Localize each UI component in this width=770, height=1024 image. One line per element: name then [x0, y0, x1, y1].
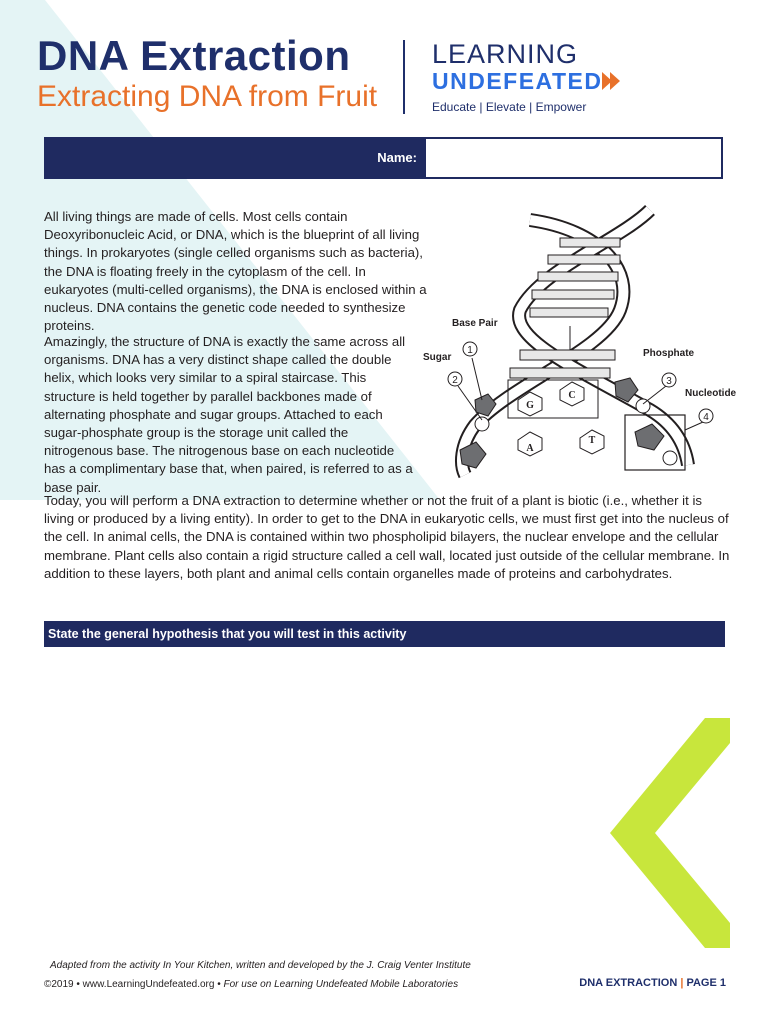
footer-credit: Adapted from the activity In Your Kitchen, written and developed by the J. Craig Venter Institute	[50, 960, 471, 971]
page-section: DNA EXTRACTION	[579, 977, 678, 989]
name-bar	[44, 137, 723, 179]
marker-2	[448, 372, 462, 386]
intro-paragraph-2: Amazingly, the structure of DNA is exactly the same across all organisms. DNA has a very distinct shape called the double helix, which looks very similar to a spiral staircase. This structure is held together by parallel backbones made of alternating phosphate and sugar groups. Attached to each sugar-phosphate group is the storage unit called the nitrogenous base. The nitrogenous base on each nucleotide has a complimentary base that, when paired, is referred to as a base pair.	[44, 334, 413, 495]
svg-text:2: 2	[452, 375, 458, 386]
header-divider	[403, 40, 405, 114]
name-label: Name:	[377, 150, 417, 165]
logo-line2: UNDEFEATED	[432, 68, 603, 94]
base-t: T	[588, 435, 596, 446]
page-separator: |	[677, 977, 687, 989]
page-subtitle: Extracting DNA from Fruit	[37, 80, 378, 113]
intro-paragraph-1: All living things are made of cells. Most cells contain Deoxyribonucleic Acid, or DNA, which is the blueprint of all living things. In prokaryotes (single celled organisms such as bacteria), the DNA is floating freely in the cytoplasm of the cell. In eukaryotes (multi-celled organisms), the DNA is enclosed within a nucleus. DNA contains the genetic code needed to synthesize proteins.	[44, 209, 427, 334]
page-title: DNA Extraction	[37, 32, 351, 79]
label-sugar: Sugar	[423, 352, 452, 363]
hypothesis-label: State the general hypothesis that you will test in this activity	[48, 627, 407, 641]
marker-4	[699, 409, 713, 423]
intro-paragraph-3: Today, you will perform a DNA extraction to determine whether or not the fruit of a plant is biotic (i.e., whether it is living or produced by a living entity). In order to get to the DNA in eukaryotic cells, we must first get into the nucleus of the cell. In animal cells, the DNA is contained within two phospholipid bilayers, the nuclear envelope and the cellular membrane. Plant cells also contain a rigid structure called a cell wall, located just outside of the cellular membrane. In addition to these layers, both plant and animal cells contain organelles made of proteins and carbohydrates.	[44, 493, 730, 581]
marker-3	[662, 373, 676, 387]
base-c: C	[568, 390, 576, 401]
double-arrow-icon	[604, 72, 620, 90]
learning-undefeated-logo	[432, 40, 620, 114]
copyright-text: ©2019 • www.LearningUndefeated.org •	[44, 979, 224, 990]
svg-text:4: 4	[703, 412, 709, 423]
logo-line1: LEARNING	[432, 39, 579, 69]
name-field[interactable]	[426, 139, 721, 177]
base-g: G	[526, 400, 534, 411]
label-nucleotide: Nucleotide	[685, 388, 737, 399]
svg-text:1: 1	[467, 345, 473, 356]
dna-diagram	[420, 210, 737, 480]
logo-tagline: Educate | Elevate | Empower	[432, 100, 587, 114]
copyright-usage: For use on Learning Undefeated Mobile Laboratories	[223, 979, 459, 990]
base-a: A	[526, 443, 534, 454]
dna-helix-illustration	[458, 210, 703, 475]
hypothesis-bar	[44, 621, 725, 647]
svg-text:3: 3	[666, 376, 672, 387]
page-label: PAGE 1	[686, 977, 726, 989]
marker-1	[463, 342, 477, 356]
label-base-pair: Base Pair	[452, 318, 498, 329]
chevron-left-icon	[610, 718, 730, 948]
label-phosphate: Phosphate	[643, 348, 695, 359]
page-number	[579, 977, 726, 989]
footer-copyright	[44, 979, 458, 990]
